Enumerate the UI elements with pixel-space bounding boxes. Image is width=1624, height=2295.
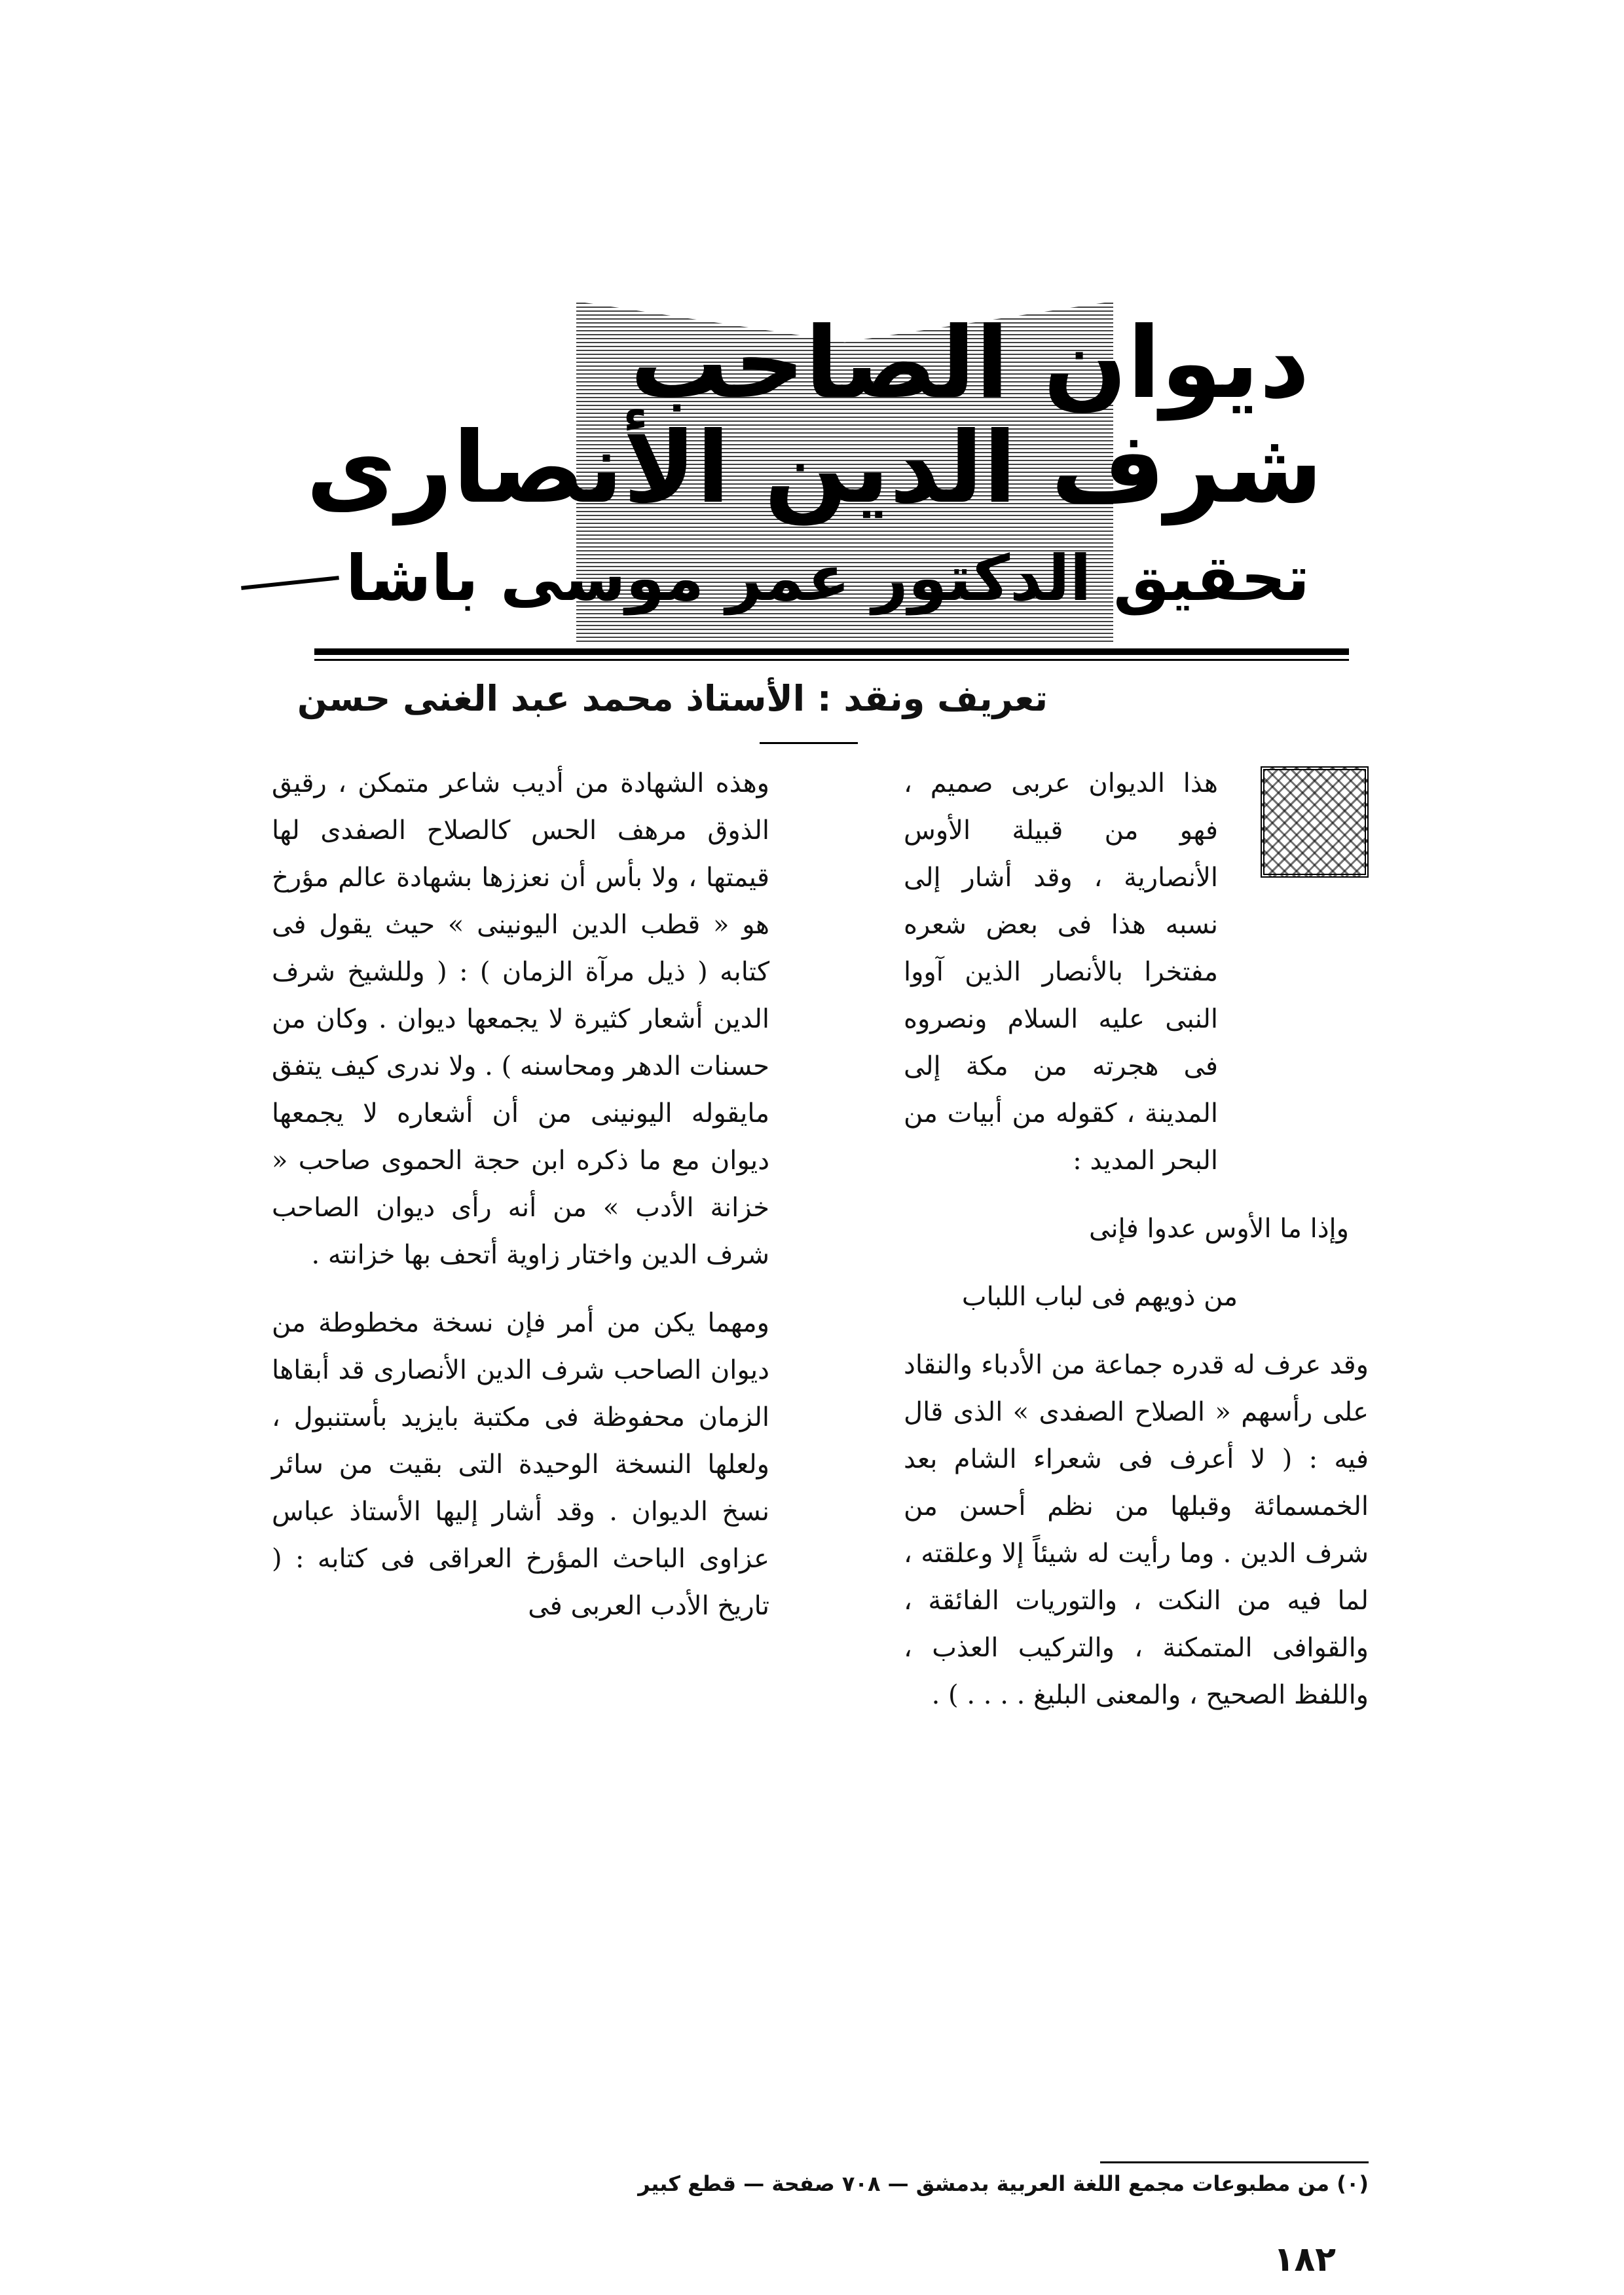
paragraph: وقد عرف له قدره جماعة من الأدباء والنقاد على رأسهم « الصلاح الصفدى » الذى قال فيه : ( لا أعرف فى شعراء الشام بعد الخمسمائة وقبلها من نظم أحسن من شرف الدين . وما رأيت له شيئاً إلا وعلقته ، لما فيه من النكت ، والتوريات الفائقة ، والقوافى المتمكنة ، والتركيب العذب ، واللفظ الصحيح ، والمعنى البليغ . . . . ) . [904,1350,1369,1710]
page-number: ١٨٢ [1273,2240,1336,2279]
title-rule-thick [314,648,1349,655]
right-column [904,760,1369,1740]
byline-rule [760,742,858,744]
footnote: (٠) من مطبوعات مجمع اللغة العربية بدمشق — ٧٠٨ صفحة — قطع كبير [638,2171,1369,2196]
verse-line-1: وإذا ما الأوس عدوا فإنى [1089,1214,1349,1244]
title-block [249,288,1349,668]
paragraph: ومهما يكن من أمر فإن نسخة مخطوطة من ديوان الصاحب شرف الدين الأنصارى قد أبقاها الزمان محفوظة فى مكتبة بايزيد بأستنبول ، ولعلها النسخة الوحيدة التى بقيت من سائر نسخ الديوان . وقد أشار إليها الأستاذ عباس عزاوى الباحث المؤرخ العراقى فى كتابه : ( تاريخ الأدب العربى فى [272,1308,769,1621]
paragraph: هذا الديوان عربى صميم ، فهو من قبيلة الأوس الأنصارية ، وقد أشار إلى نسبه هذا فى بعض شعره مفتخرا بالأنصار الذين آووا النبى عليه السلام ونصروه فى هجرته من مكة إلى المدينة ، كقوله من أبيات من البحر المديد : [904,768,1218,1176]
verse-line-2: من ذويهم فى لباب اللباب [961,1282,1238,1312]
footnote-rule [1100,2161,1369,2163]
editor-credit [241,542,1310,615]
paragraph: وهذه الشهادة من أديب شاعر متمكن ، رقيق الذوق مرهف الحس كالصلاح الصفدى لها قيمتها ، ولا بأس أن نعززها بشهادة عالم مؤرخ هو « قطب الدين اليونينى » حيث يقول فى كتابه ( ذيل مرآة الزمان ) : ( وللشيخ شرف الدين أشعار كثيرة لا يجمعها ديوان . وكان من حسنات الدهر ومحاسنه ) . ولا ندرى كيف يتفق مايقوله اليونينى من أن أشعاره لا يجمعها ديوان مع ما ذكره ابن حجة الحموى صاحب « خزانة الأدب » من أنه رأى ديوان الصاحب شرف الدين واختار زاوية أتحف بها خزانته . [272,768,769,1270]
title-line-2: شرف الدين الأنصارى [306,411,1323,525]
left-column [272,760,769,1651]
byline: تعريف ونقد : الأستاذ محمد عبد الغنى حسن [297,678,1048,719]
title-rule-thin [314,659,1349,661]
title-line-1: ديوان الصاحب [630,307,1310,420]
editor-credit-text: تحقيق الدكتور عمر موسى باشا [346,542,1310,615]
title-flourish [241,576,339,590]
